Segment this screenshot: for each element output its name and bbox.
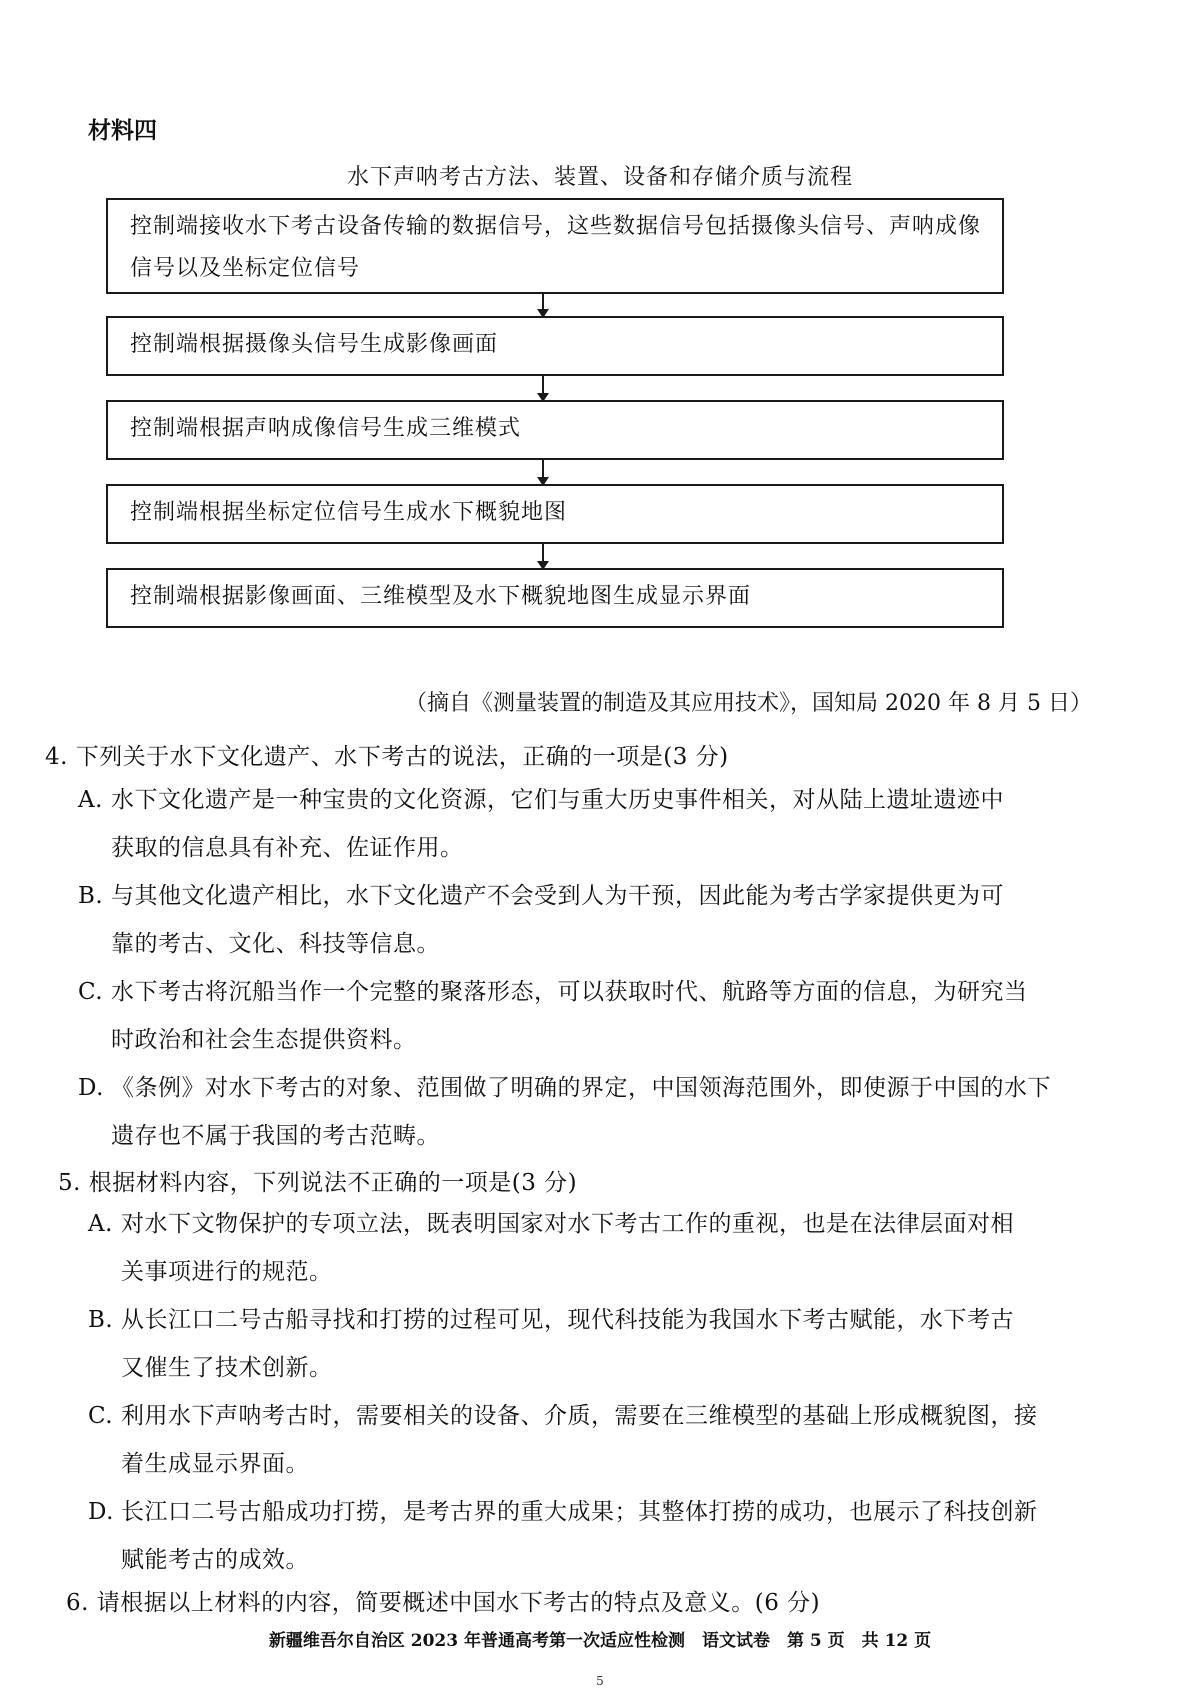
option-text: 水下考古将沉船当作一个完整的聚落形态，可以获取时代、航路等方面的信息，为研究当 (111, 979, 1028, 1005)
flowchart-step-4: 控制端根据坐标定位信号生成水下概貌地图 (106, 484, 1004, 544)
option-label: B. (78, 883, 104, 909)
option-text: 《条例》对水下考古的对象、范围做了明确的界定，中国领海范围外，即使源于中国的水下 (111, 1075, 1051, 1101)
option-text: 水下文化遗产是一种宝贵的文化资源，它们与重大历史事件相关，对从陆上遗址遗迹中 (111, 787, 1004, 813)
option-text: 利用水下声呐考古时，需要相关的设备、介质，需要在三维模型的基础上形成概貌图，接 (121, 1403, 1038, 1429)
option-label: A. (88, 1211, 113, 1237)
option-text-continued: 赋能考古的成效。 (121, 1547, 309, 1573)
question-4-option-d (78, 1064, 1088, 1160)
page-number: 5 (596, 1674, 604, 1688)
flowchart-title: 水下声呐考古方法、装置、设备和存储介质与流程 (346, 165, 853, 190)
exam-footer: 新疆维吾尔自治区 2023 年普通高考第一次适应性检测 语文试卷 第 5 页 共 12 页 (268, 1631, 932, 1651)
option-text: 从长江口二号古船寻找和打捞的过程可见，现代科技能为我国水下考古赋能，水下考古 (121, 1307, 1014, 1333)
option-text: 与其他文化遗产相比，水下文化遗产不会受到人为干预，因此能为考古学家提供更为可 (111, 883, 1004, 909)
flowchart-arrow (542, 460, 544, 484)
material-heading: 材料四 (88, 118, 157, 144)
option-text-continued: 获取的信息具有补充、佐证作用。 (111, 835, 464, 861)
option-text-continued: 着生成显示界面。 (121, 1451, 309, 1477)
option-label: B. (88, 1307, 114, 1333)
question-4-option-b (78, 872, 1088, 968)
flowchart-step-2: 控制端根据摄像头信号生成影像画面 (106, 316, 1004, 376)
flowchart-step-3: 控制端根据声呐成像信号生成三维模式 (106, 400, 1004, 460)
source-citation: （摘自《测量装置的制造及其应用技术》，国知局 2020 年 8 月 5 日） (405, 691, 1092, 716)
flowchart-arrow (542, 376, 544, 400)
question-4-option-a (78, 776, 1088, 872)
option-label: D. (88, 1499, 114, 1525)
question-5-option-c (88, 1392, 1098, 1488)
flowchart-step-1: 控制端接收水下考古设备传输的数据信号，这些数据信号包括摄像头信号、声呐成像信号以及坐标定位信号 (106, 198, 1004, 294)
question-5-option-b (88, 1296, 1098, 1392)
option-text-continued: 靠的考古、文化、科技等信息。 (111, 931, 440, 957)
option-label: C. (88, 1403, 114, 1429)
question-4-option-c (78, 968, 1088, 1064)
option-label: C. (78, 979, 104, 1005)
question-5-stem: 5. 根据材料内容，下列说法不正确的一项是(3 分) (58, 1170, 578, 1196)
flowchart-arrow (542, 294, 544, 316)
option-text-continued: 时政治和社会生态提供资料。 (111, 1027, 417, 1053)
question-6-stem: 6. 请根据以上材料的内容，简要概述中国水下考古的特点及意义。(6 分) (66, 1590, 821, 1616)
option-text-continued: 又催生了技术创新。 (121, 1355, 333, 1381)
option-text-continued: 遗存也不属于我国的考古范畴。 (111, 1123, 440, 1149)
question-5-option-d (88, 1488, 1098, 1584)
question-5-option-a (88, 1200, 1098, 1296)
option-text-continued: 关事项进行的规范。 (121, 1259, 333, 1285)
flowchart-step-5: 控制端根据影像画面、三维模型及水下概貌地图生成显示界面 (106, 568, 1004, 628)
question-4-stem: 4. 下列关于水下文化遗产、水下考古的说法，正确的一项是(3 分) (45, 744, 729, 770)
option-label: A. (78, 787, 103, 813)
option-text: 长江口二号古船成功打捞，是考古界的重大成果；其整体打捞的成功，也展示了科技创新 (121, 1499, 1038, 1525)
option-label: D. (78, 1075, 104, 1101)
flowchart-arrow (542, 544, 544, 568)
option-text: 对水下文物保护的专项立法，既表明国家对水下考古工作的重视，也是在法律层面对相 (121, 1211, 1014, 1237)
